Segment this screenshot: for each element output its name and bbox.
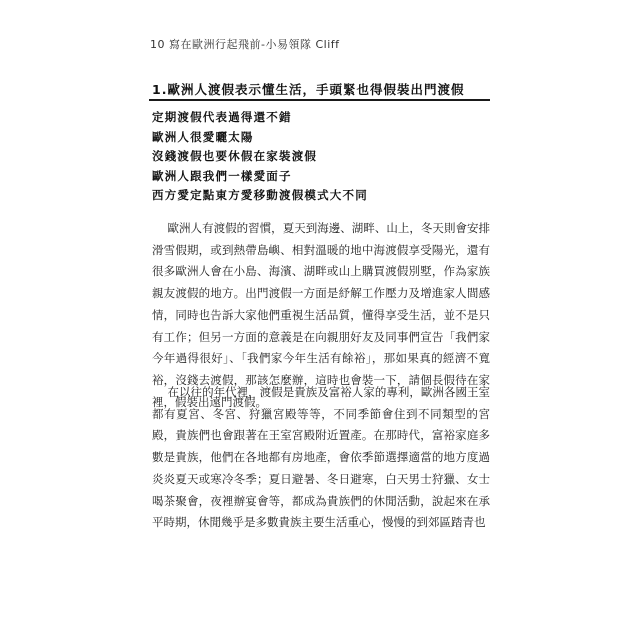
highlight-item: 歐洲人跟我們一樣愛面子 <box>152 168 292 183</box>
highlight-list <box>152 108 492 206</box>
section-title: 1.歐洲人渡假表示懂生活，手頭緊也得假裝出門渡假 <box>152 82 465 97</box>
body-paragraph: 歐洲人有渡假的習慣，夏天到海邊、湖畔、山上，冬天則會安排滑雪假期，或到熱帶島嶼、相對溫暖的地中海渡假享受陽光，還有很多歐洲人會在小島、海濱、湖畔或山上購買渡假別墅，作為家族親友渡假的地方。出門渡假一方面是紓解工作壓力及增進家人間感情，同時也告訴大家他們重視生活品質，懂得享受生活，並不是只有工作；但另一方面的意義是在向親朋好友及同事們宣告「我們家今年過得很好」、「我們家今年生活有餘裕」，那如果真的經濟不寬裕，沒錢去渡假，那該怎麼辦，這時也會裝一下，請個長假待在家裡，假裝出遠門渡假。 <box>152 221 490 409</box>
highlight-item: 歐洲人很愛曬太陽 <box>152 129 254 144</box>
highlight-item: 沒錢渡假也要休假在家裝渡假 <box>152 149 318 163</box>
highlight-item: 西方愛定點東方愛移動渡假模式大不同 <box>152 188 368 202</box>
title-underline <box>149 99 490 101</box>
highlight-item: 定期渡假代表過得還不錯 <box>152 110 292 124</box>
running-header: 10 寫在歐洲行起飛前-小易領隊 Cliff <box>150 38 340 51</box>
body-paragraph: 在以往的年代裡，渡假是貴族及富裕人家的專利，歐洲各國王室都有夏宮、冬宮、狩獵宮殿等等，不同季節會住到不同類型的宮殿，貴族們也會跟著在王室宮殿附近置產。在那時代，富裕家庭多數是貴族，他們在各地都有房地產，會依季節選擇適當的地方度過炎炎夏天或寒冷冬季；夏日避暑、冬日避寒，白天男士狩獵、女士喝茶聚會，夜裡辦宴會等，都成為貴族們的休閒活動，說起來在承平時期，休閒幾乎是多數貴族主要生活重心，慢慢的到郊區踏青也 <box>152 385 490 530</box>
